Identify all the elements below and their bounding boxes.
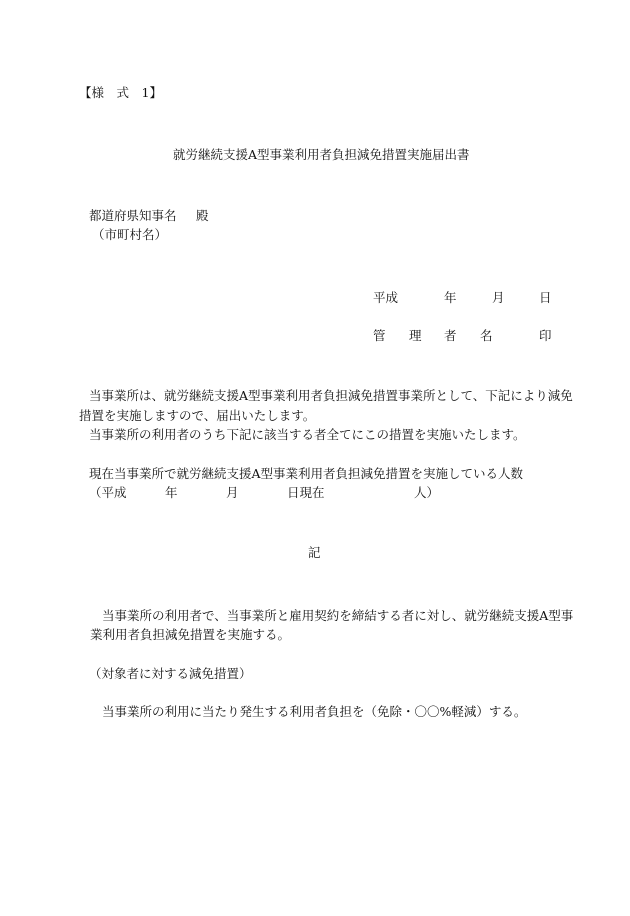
form-label: 【様 式 1】 (79, 85, 162, 100)
date-year-label: 年 (444, 290, 457, 305)
paragraph-3-line-1: 当事業所の利用者で、当事業所と雇用契約を締結する者に対し、就労継続支援A型事 (102, 608, 574, 623)
count-year-label: 年 (165, 485, 178, 500)
paragraph-2: 当事業所の利用者のうち下記に該当する者全てにこの措置を実施いたします。 (89, 427, 526, 442)
count-statement: 現在当事業所で就労継続支援A型事業利用者負担減免措置を実施している人数 (89, 466, 524, 481)
paragraph-1-line-2: 措置を実施しますので、届出いたします。 (79, 408, 316, 423)
date-day-label: 日 (539, 290, 552, 305)
document-title: 就労継続支援A型事業利用者負担減免措置実施届出書 (173, 147, 470, 162)
count-persons-label: 人） (414, 485, 440, 500)
manager-label-char-3: 者 (444, 328, 457, 343)
addressee-municipality: （市町村名） (92, 227, 168, 242)
paragraph-1-line-1: 当事業所は、就労継続支援A型事業利用者負担減免措置事業所として、下記により減免 (89, 388, 573, 403)
seal-mark: 印 (539, 328, 552, 343)
ki-heading: 記 (308, 545, 321, 560)
date-era: 平成 (373, 290, 399, 305)
manager-label-char-1: 管 (373, 328, 386, 343)
manager-label-char-4: 名 (480, 328, 493, 343)
date-month-label: 月 (492, 290, 505, 305)
count-as-of-label: 日現在 (287, 485, 325, 500)
measure-heading: （対象者に対する減免措置） (89, 666, 252, 681)
addressee-honorific: 殿 (196, 208, 209, 223)
addressee-name: 都道府県知事名 (89, 208, 177, 223)
count-month-label: 月 (226, 485, 239, 500)
count-era: （平成 (89, 485, 127, 500)
paragraph-3-line-2: 業利用者負担減免措置を実施する。 (90, 627, 291, 642)
measure-text: 当事業所の利用に当たり発生する利用者負担を（免除・〇〇%軽減）する。 (102, 704, 527, 719)
manager-label-char-2: 理 (409, 328, 422, 343)
